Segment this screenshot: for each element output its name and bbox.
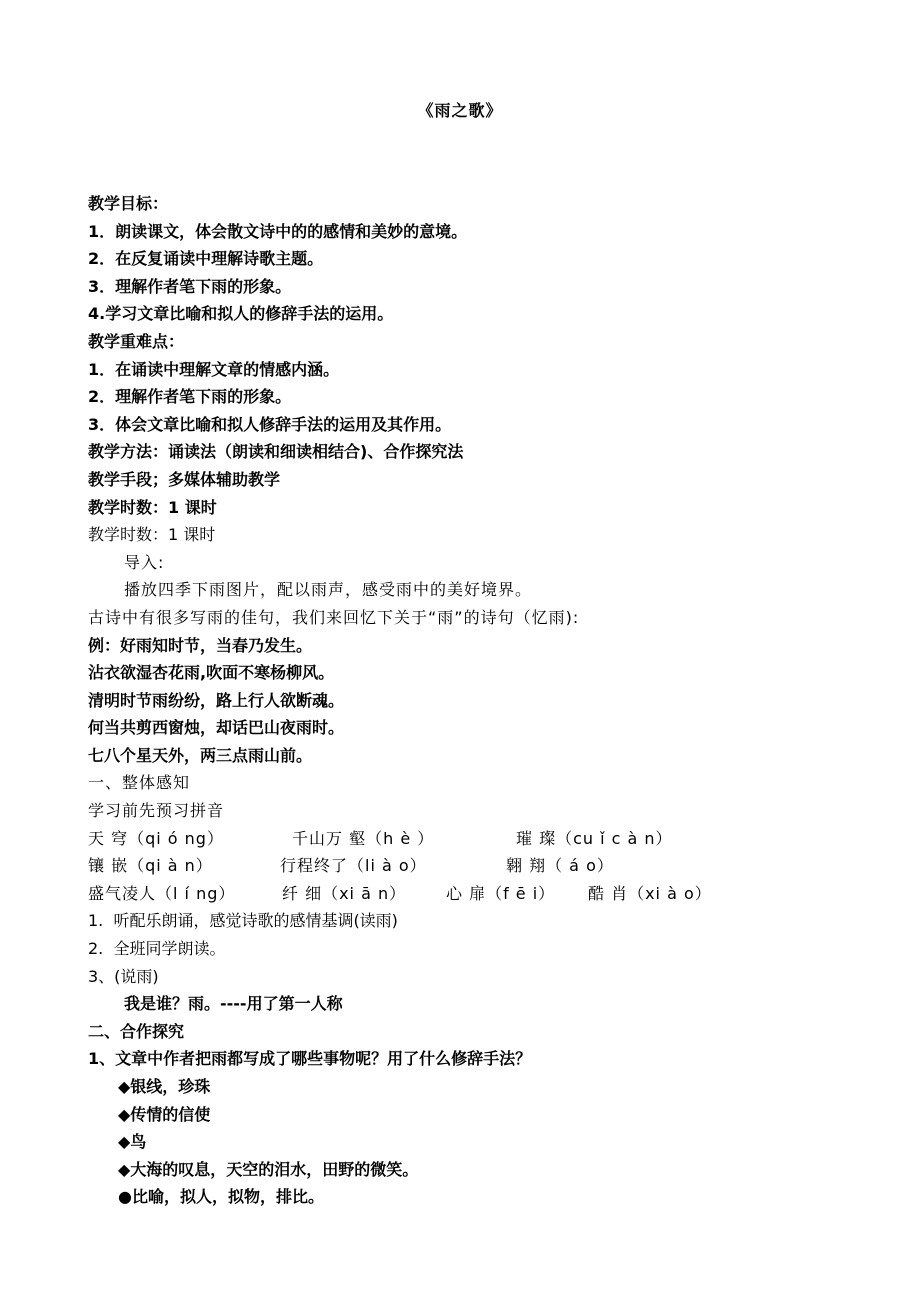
pinyin-row bbox=[88, 825, 888, 853]
key-point-item: 1．在诵读中理解文章的情感内涵。 bbox=[88, 359, 340, 379]
intro-heading: 导入: bbox=[124, 552, 165, 572]
pinyin-word: 镶 嵌（qi à n） bbox=[88, 856, 213, 876]
intro-text: 播放四季下雨图片，配以雨声，感受雨中的美好境界。 bbox=[124, 580, 533, 600]
document-title: 《雨之歌》 bbox=[417, 101, 503, 120]
goal-item: 3．理解作者笔下雨的形象。 bbox=[88, 276, 292, 296]
activity-item: 1. 听配乐朗诵，感觉诗歌的感情基调(读雨) bbox=[88, 911, 398, 931]
teaching-method: 教学方法：诵读法（朗读和细读相结合)、合作探究法 bbox=[88, 442, 464, 462]
pinyin-row bbox=[88, 852, 888, 880]
section-heading-goals: 教学目标： bbox=[88, 194, 169, 213]
poem-line: 沾衣欲湿杏花雨,吹面不寒杨柳风。 bbox=[88, 663, 335, 683]
pinyin-word: 天 穹（qi ó ng） bbox=[88, 828, 224, 848]
key-point-item: 3．体会文章比喻和拟人修辞手法的运用及其作用。 bbox=[88, 414, 452, 434]
activity-detail: 我是谁？雨。----用了第一人称 bbox=[124, 994, 343, 1014]
poem-line: 何当共剪西窗烛，却话巴山夜雨时。 bbox=[88, 718, 345, 738]
poem-line: 清明时节雨纷纷，路上行人欲断魂。 bbox=[88, 690, 345, 710]
answer-bullet: ◆大海的叹息，天空的泪水，田野的微笑。 bbox=[118, 1159, 419, 1179]
pinyin-word: 千山万 壑（h è ） bbox=[292, 828, 435, 848]
poem-intro: 古诗中有很多写雨的佳句，我们来回忆下关于“雨”的诗句（忆雨): bbox=[88, 607, 580, 627]
goal-item: 1．朗读课文，体会散文诗中的的感情和美妙的意境。 bbox=[88, 221, 468, 241]
poem-line: 七八个星天外，两三点雨山前。 bbox=[88, 745, 313, 765]
document-body bbox=[88, 190, 888, 1211]
answer-bullet: ◆银线，珍珠 bbox=[118, 1077, 211, 1096]
pinyin-word: 纤 细（xi ā n） bbox=[282, 883, 407, 903]
goal-item: 4.学习文章比喻和拟人的修辞手法的运用。 bbox=[88, 304, 394, 324]
section-heading-overall: 一、整体感知 bbox=[88, 773, 191, 793]
key-point-item: 2．理解作者笔下雨的形象。 bbox=[88, 387, 292, 407]
class-hours: 教学时数：1 课时 bbox=[88, 525, 216, 545]
pinyin-word: 盛气凌人（l í ng） bbox=[88, 883, 236, 903]
activity-item: 2. 全班同学朗读。 bbox=[88, 939, 226, 959]
pinyin-word: 璀 璨（cu ǐ c à n） bbox=[516, 828, 673, 848]
question: 1、文章中作者把雨都写成了哪些事物呢？用了什么修辞手法？ bbox=[88, 1049, 532, 1069]
activity-item: 3、(说雨) bbox=[88, 966, 159, 986]
section-heading-key-points: 教学重难点： bbox=[88, 331, 185, 351]
pinyin-word: 翱 翔（ á o） bbox=[506, 856, 614, 876]
answer-bullet: ◆传情的信使 bbox=[118, 1104, 211, 1124]
goal-item: 2．在反复诵读中理解诗歌主题。 bbox=[88, 249, 324, 269]
poem-line: 例：好雨知时节，当春乃发生。 bbox=[88, 635, 313, 655]
answer-bullet: ●比喻，拟人，拟物，排比。 bbox=[118, 1187, 324, 1207]
teaching-means: 教学手段；多媒体辅助教学 bbox=[88, 469, 281, 489]
pinyin-word: 行程终了（li à o） bbox=[280, 856, 427, 876]
class-hours: 教学时数：1 课时 bbox=[88, 497, 217, 517]
pinyin-row bbox=[88, 880, 888, 908]
pinyin-word: 心 扉（f ē i） bbox=[446, 883, 556, 903]
section-heading-cooperation: 二、合作探究 bbox=[88, 1021, 185, 1041]
pinyin-word: 酷 肖（xi à o） bbox=[588, 883, 712, 903]
answer-bullet: ◆鸟 bbox=[118, 1132, 147, 1152]
pinyin-intro: 学习前先预习拼音 bbox=[88, 801, 225, 821]
